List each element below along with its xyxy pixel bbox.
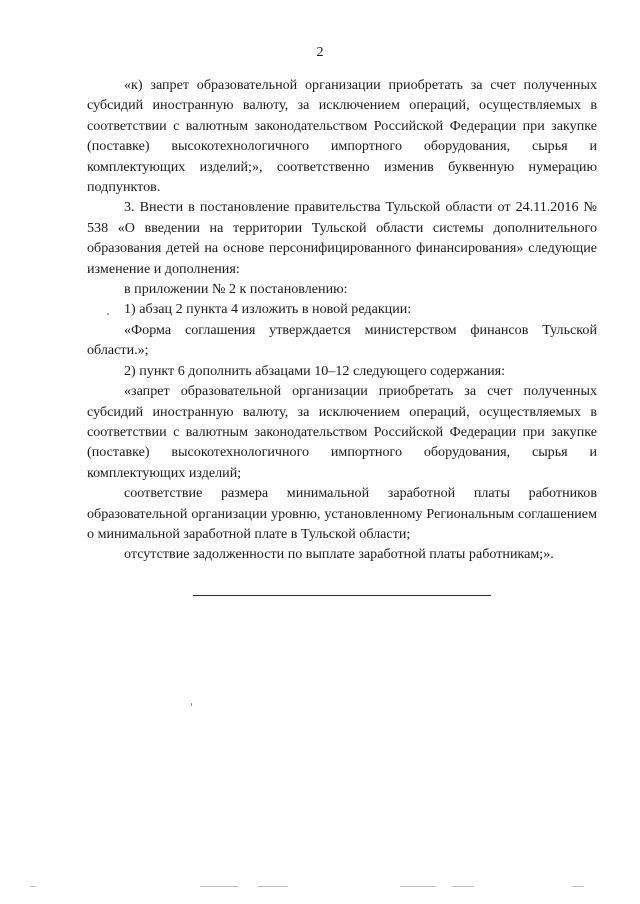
paragraph-item-3: 3. Внести в постановление правительства Тульской области от 24.11.2016 № 538 «О введении на территории Тульской области системы дополнительного образования детей на основе персонифицированного финансирования» следующие изменение и дополнения: [87,199,597,277]
paragraph-no-wage-debt: отсутствие задолженности по выплате заработной платы работникам;». [124,546,554,563]
paragraph-subitem-k: «к) запрет образовательной организации приобретать за счет полученных субсидий иностранную валюту, за исключением операций, осуществляемых в соответствии с валютным законодательством Российской Федерации при закупке (поставке) высокотехнологичного импортного оборудования, сырья и комплектующих изделий;», соответственно изменив буквенную нумерацию подпунктов. [87,77,597,196]
page-number: 2 [316,45,324,60]
paragraph-change-2: 2) пункт 6 дополнить абзацами 10–12 следующего содержания: [124,362,506,379]
paragraph-currency-ban: «запрет образовательной организации приобретать за счет полученных субсидий иностранную валюту, за исключением операций, осуществляемых в соответствии с валютным законодательством Российской Федерации при закупке (поставке) высокотехнологичного импортного оборудования, сырья и комплектующих изделий; [87,383,597,481]
end-divider-line [193,595,491,596]
paragraph-change-1: 1) абзац 2 пункта 4 изложить в новой редакции: [124,301,412,318]
scan-speck [191,703,192,706]
document-body [87,75,597,565]
scan-speck [107,313,109,315]
paragraph-agreement-form: «Форма соглашения утверждается министерством финансов Тульской области.»; [87,321,597,359]
paragraph-appendix-2: в приложении № 2 к постановлению: [124,281,348,298]
scan-edge-artifacts [0,884,640,890]
paragraph-minimum-wage: соответствие размера минимальной заработной платы работников образовательной организации уровню, установленному Региональным соглашением о минимальной заработной плате в Тульской области; [87,485,597,542]
